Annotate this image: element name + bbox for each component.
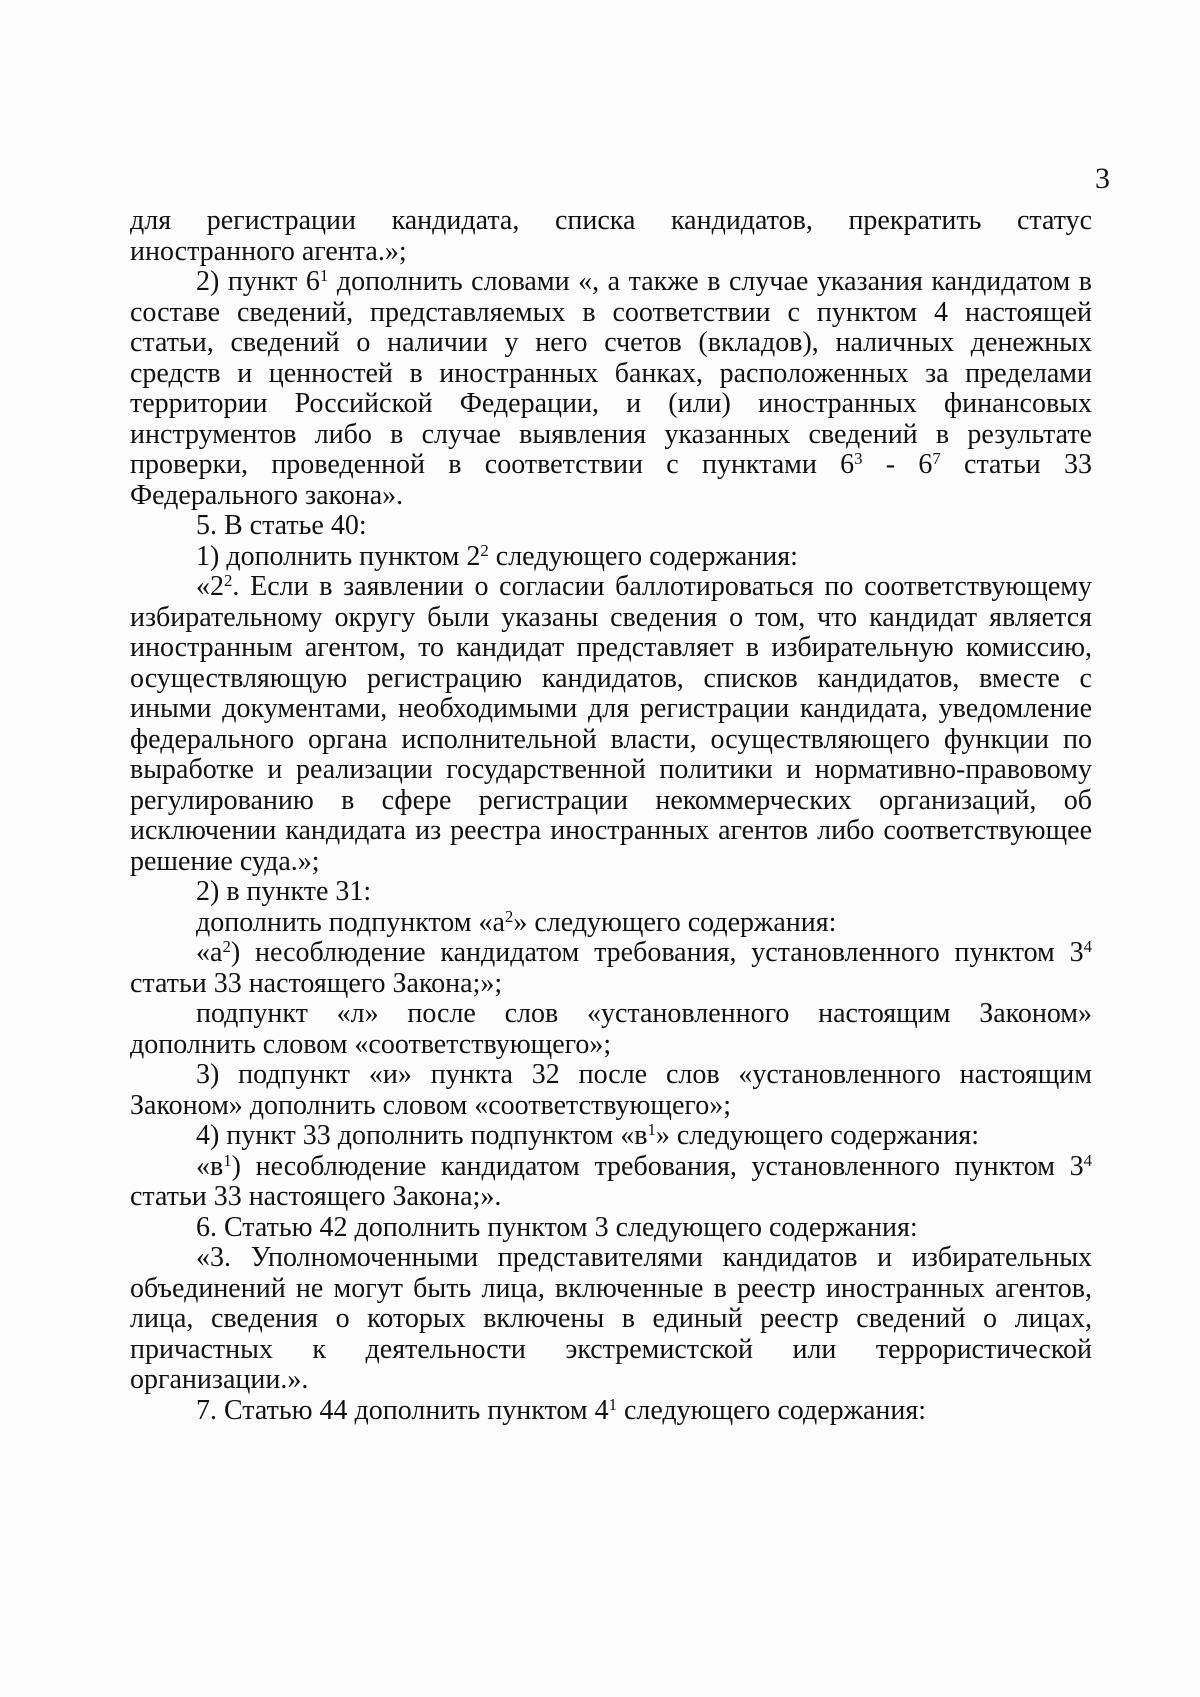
text-run: для регистрации кандидата, списка кандидатов, прекратить статус иностранного агента.»; [130, 205, 1092, 267]
paragraph [130, 1152, 1092, 1213]
superscript-index: 2 [480, 540, 489, 560]
superscript-index: 1 [608, 1394, 617, 1414]
superscript-index: 4 [1083, 1150, 1092, 1170]
paragraph [130, 1060, 1092, 1121]
text-run: 3) подпункт «и» пункта 32 после слов «установленного настоящим Законом» дополнить словом «соответствующего»; [130, 1059, 1092, 1121]
superscript-index: 1 [647, 1119, 656, 1139]
paragraph [130, 511, 1092, 542]
text-run: «а [196, 937, 223, 968]
text-run: статьи 33 Федерального закона». [130, 449, 1093, 511]
text-run: 2) пункт 6 [196, 266, 320, 297]
text-run: «в [196, 1150, 224, 1182]
paragraph [130, 1396, 1092, 1427]
superscript-index: 2 [224, 570, 233, 590]
text-run: » следующего содержания: [655, 1120, 979, 1151]
superscript-index: 2 [504, 906, 514, 926]
text-run: 5. В статье 40: [196, 510, 367, 541]
text-run: 6. Статью 42 дополнить пунктом 3 следующего содержания: [196, 1211, 918, 1243]
text-run: подпункт «л» после слов «установленного настоящим Законом» дополнить словом «соответствующего»; [130, 998, 1092, 1060]
text-run: 2) в пункте 31: [196, 876, 372, 907]
paragraph [130, 999, 1092, 1060]
paragraph [130, 908, 1092, 939]
text-run: следующего содержания: [488, 540, 798, 572]
text-run: 4) пункт 33 дополнить подпунктом «в [196, 1120, 648, 1151]
text-run: ) несоблюдение кандидатом требования, установленного пунктом 3 [231, 1150, 1084, 1182]
paragraph [130, 1121, 1092, 1152]
text-run: 1) дополнить пунктом 2 [196, 540, 481, 572]
page-number: 3 [1095, 162, 1110, 195]
document-body [130, 206, 1092, 1426]
text-run: «2 [196, 571, 224, 602]
paragraph [130, 938, 1092, 999]
text-run: дополнить подпунктом «а [196, 906, 505, 938]
paragraph [130, 206, 1092, 267]
superscript-index: 3 [854, 448, 863, 468]
text-run: - 6 [862, 449, 933, 480]
paragraph [130, 1243, 1092, 1396]
text-run: следующего содержания: [616, 1394, 927, 1426]
text-run: статьи 33 настоящего Закона;». [130, 1181, 502, 1212]
paragraph [130, 542, 1092, 573]
paragraph [130, 572, 1092, 877]
text-run: дополнить словами «, а также в случае указания кандидатом в составе сведений, представляемых в соответствии с пунктом 4 настоящей статьи, сведений о наличии у него счетов (вкладов), наличных денежных средств и ценностей в иностранных банках, расположенных за пределами территории Российской Федерации, и (или) иностранных финансовых инструментов либо в случае выявления указанных сведений в результате проверки, проведенной в соответствии с пунктами 6 [130, 266, 1092, 480]
text-run: . Если в заявлении о согласии баллотироваться по соответствующему избирательному округу были указаны сведения о том, что кандидат является иностранным агентом, то кандидат представляет в избирательную комиссию, осуществляющую регистрацию кандидатов, списков кандидатов, вместе с иными документами, необходимыми для регистрации кандидата, уведомление федерального органа исполнительной власти, осуществляющего функции по выработке и реализации государственной политики и нормативно-правовому регулированию в сфере регистрации некоммерческих организаций, об исключении кандидата из реестра иностранных агентов либо соответствующее решение суда.»; [130, 571, 1092, 877]
superscript-index: 2 [222, 936, 231, 956]
paragraph [130, 1213, 1092, 1244]
text-run: ) несоблюдение кандидатом требования, установленного пунктом 3 [230, 937, 1084, 968]
text-run: «3. Уполномоченными представителями кандидатов и избирательных объединений не могут быть лица, включенные в реестр иностранных агентов, лица, сведения о которых включены в единый реестр сведений о лицах, причастных к деятельности экстремистской или террористической организации.». [130, 1242, 1092, 1395]
superscript-index: 1 [223, 1150, 232, 1170]
text-run: статьи 33 настоящего Закона;»; [130, 967, 503, 999]
paragraph [130, 877, 1092, 908]
superscript-index: 7 [932, 448, 941, 468]
text-run: 7. Статью 44 дополнить пунктом 4 [196, 1394, 609, 1426]
paragraph [130, 267, 1092, 511]
superscript-index: 1 [319, 265, 329, 285]
text-run: » следующего содержания: [513, 906, 837, 938]
superscript-index: 4 [1083, 936, 1092, 956]
